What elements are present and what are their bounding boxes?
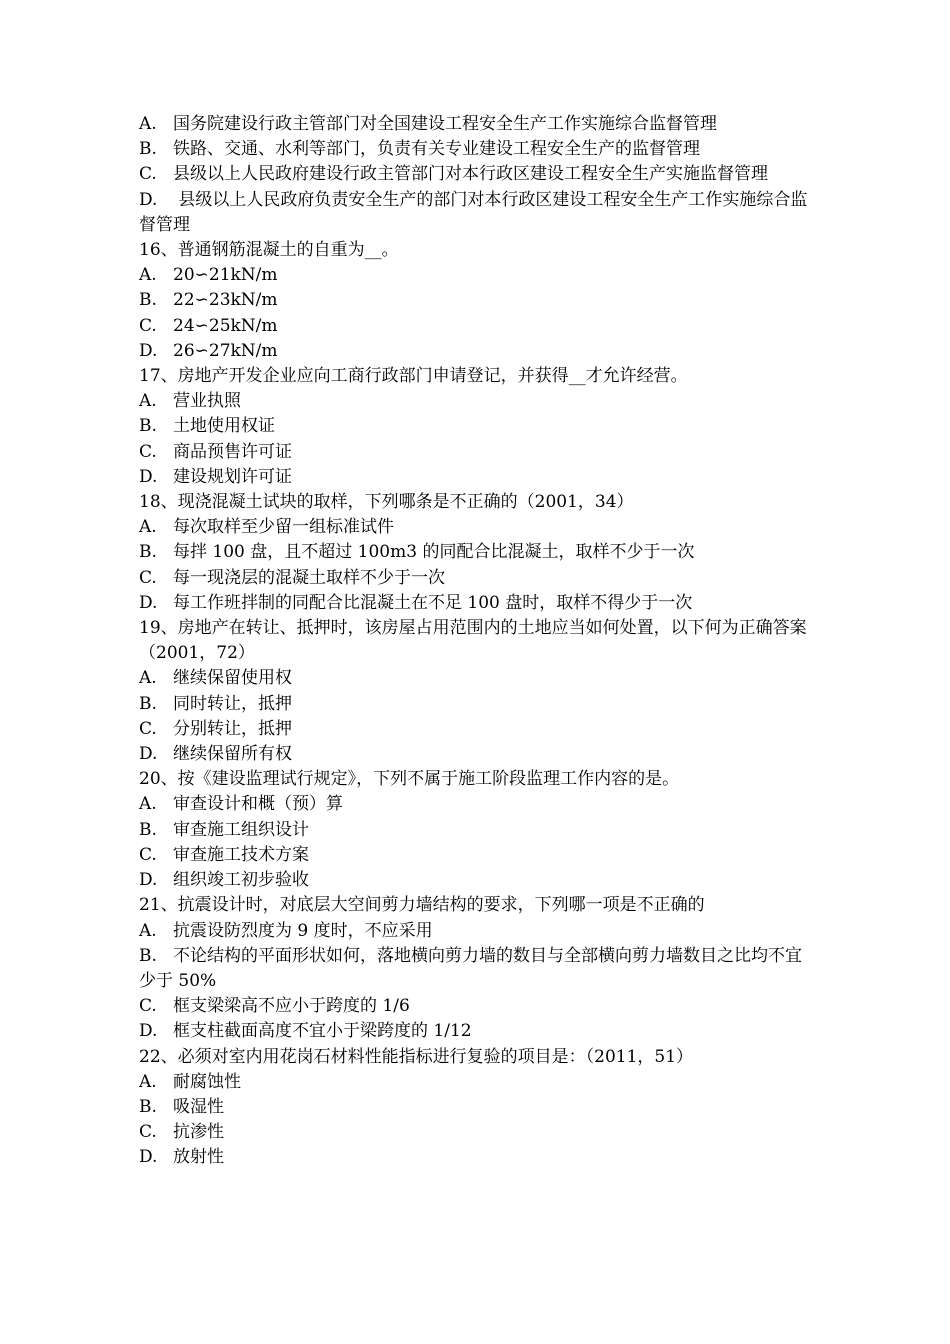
option-c: C. 24∽25kN/m (139, 315, 278, 336)
option-b: B. 吸湿性 (139, 1096, 224, 1117)
option-a: A. 20∽21kN/m (139, 265, 278, 286)
question-22 (139, 1045, 815, 1171)
option-c: C. 每一现浇层的混凝土取样不少于一次 (139, 567, 445, 588)
option-d: D. 组织竣工初步验收 (139, 870, 309, 891)
option-d: D. 建设规划许可证 (139, 466, 292, 487)
option-a: A. 国务院建设行政主管部门对全国建设工程安全生产工作实施综合监督管理 (139, 114, 717, 134)
question-20 (139, 767, 815, 893)
question-16 (139, 238, 815, 364)
option-b: B. 同时转让，抵押 (139, 693, 292, 714)
option-c: C. 审查施工技术方案 (139, 844, 309, 865)
option-a: A. 营业执照 (139, 391, 241, 412)
option-b: B. 每拌 100 盘，且不超过 100m3 的同配合比混凝土，取样不少于一次 (139, 542, 695, 563)
question-21 (139, 893, 815, 1044)
option-c: C. 商品预售许可证 (139, 441, 292, 462)
option-d: D. 框支柱截面高度不宜小于梁跨度的 1/12 (139, 1021, 472, 1042)
question-17 (139, 364, 815, 490)
question-19 (139, 616, 815, 767)
option-b: B. 不论结构的平面形状如何，落地横向剪力墙的数目与全部横向剪力墙数目之比均不宜少于 50% (139, 945, 802, 991)
option-b: B. 22∽23kN/m (139, 290, 278, 311)
option-d: D. 放射性 (139, 1147, 224, 1168)
option-d: D. 26∽27kN/m (139, 340, 278, 361)
option-d: D. 县级以上人民政府负责安全生产的部门对本行政区建设工程安全生产工作实施综合监督管理 (139, 189, 808, 235)
option-a: A. 继续保留使用权 (139, 668, 292, 689)
option-c: C. 县级以上人民政府建设行政主管部门对本行政区建设工程安全生产实施监督管理 (139, 164, 768, 185)
option-d: D. 继续保留所有权 (139, 744, 292, 765)
option-a: A. 抗震设防烈度为 9 度时，不应采用 (139, 920, 433, 941)
option-b: B. 土地使用权证 (139, 416, 275, 437)
option-b: B. 审查施工组织设计 (139, 819, 309, 840)
option-a: A. 耐腐蚀性 (139, 1071, 241, 1092)
option-c: C. 抗渗性 (139, 1122, 224, 1143)
question-stem: 17、房地产开发企业应向工商行政部门申请登记，并获得__才允许经营。 (139, 366, 688, 387)
option-b: B. 铁路、交通、水利等部门，负责有关专业建设工程安全生产的监督管理 (139, 139, 700, 160)
option-a: A. 审查设计和概（预）算 (139, 794, 343, 815)
question-stem: 22、必须对室内用花岗石材料性能指标进行复验的项目是：（2011，51） (139, 1046, 694, 1067)
question-stem: 16、普通钢筋混凝土的自重为__。 (139, 240, 399, 261)
document-page (139, 112, 815, 1171)
intro-option-list (139, 112, 815, 238)
option-d: D. 每工作班拌制的同配合比混凝土在不足 100 盘时，取样不得少于一次 (139, 592, 693, 613)
option-c: C. 分别转让，抵押 (139, 718, 292, 739)
question-stem: 21、抗震设计时，对底层大空间剪力墙结构的要求，下列哪一项是不正确的 (139, 895, 705, 916)
option-a: A. 每次取样至少留一组标准试件 (139, 517, 394, 538)
question-18 (139, 490, 815, 616)
question-stem: 19、房地产在转让、抵押时，该房屋占用范围内的土地应当如何处置，以下何为正确答案（2001，72） (139, 618, 807, 664)
question-stem: 18、现浇混凝土试块的取样，下列哪条是不正确的（2001，34） (139, 492, 634, 513)
question-stem: 20、按《建设监理试行规定》，下列不属于施工阶段监理工作内容的是。 (139, 769, 680, 790)
option-c: C. 框支梁梁高不应小于跨度的 1/6 (139, 996, 410, 1017)
